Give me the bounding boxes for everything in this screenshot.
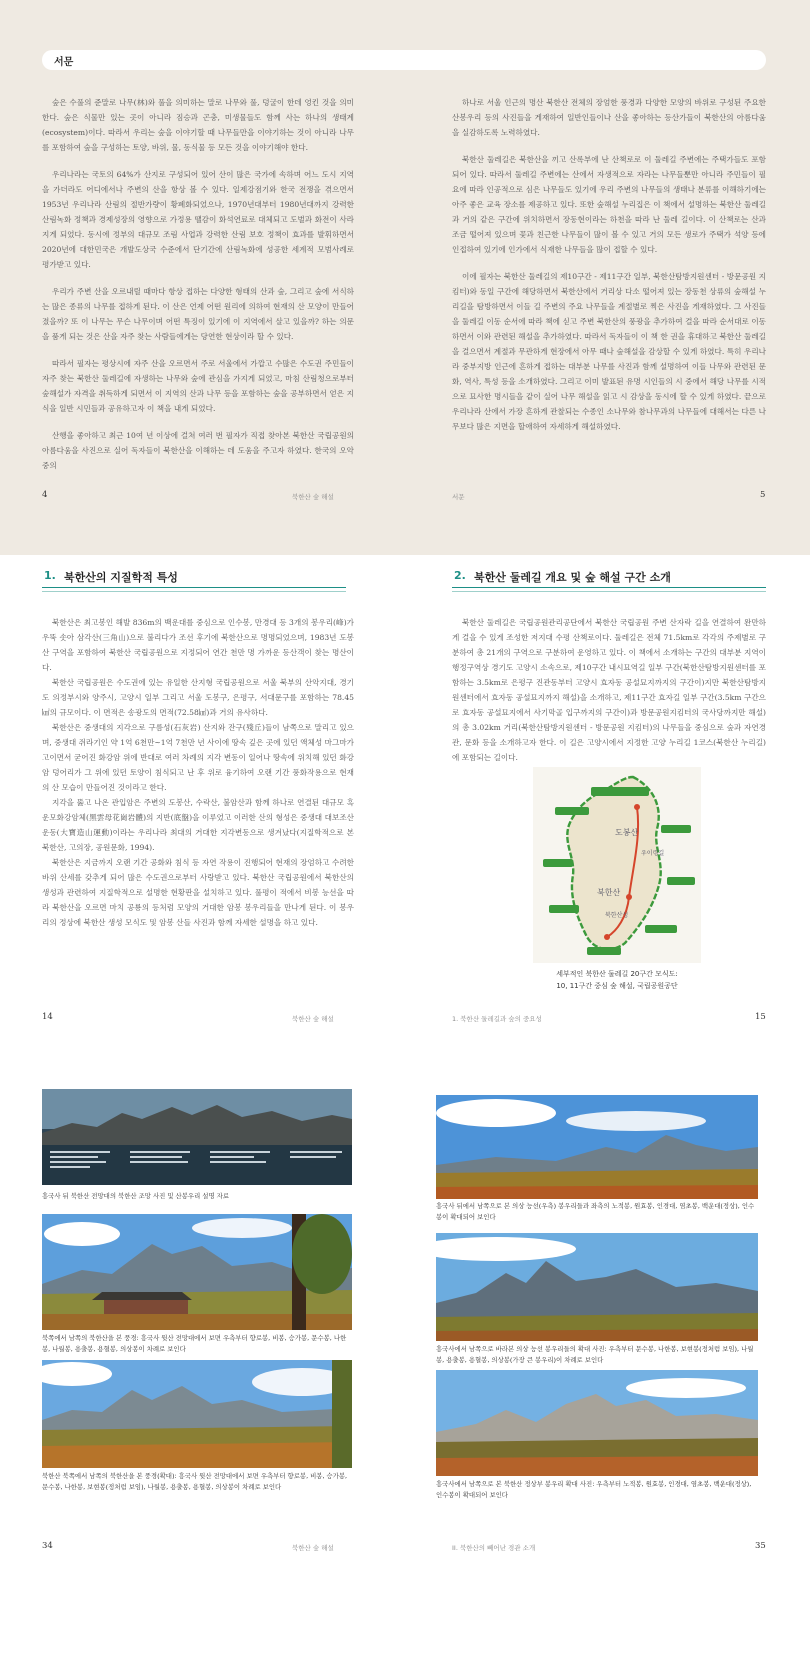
trail-label-box xyxy=(587,947,621,955)
trail-map xyxy=(533,767,701,963)
paragraph: 북한산 둘레길은 북한산을 끼고 산록부에 난 산책로로 이 둘레길 주변에는 주택가들도 포함되어 있다. 따라서 둘레길 주변에는 산에서 자생적으로 자라는 나무들뿐만 아니라 주민들이 필요에 따라 인공적으로 심은 나무들도 있기에 우리 주변의 나무들의 생태나 분류를 이해하기에는 아주 좋은 교육 장소를 제공하고 있다. 또한 숲해설 누리집은 이 책에서 설명하는 북한산 둘레길과 거의 같은 구간에 위치하면서 장동현이라는 하천을 따라 난 둘레 길이다. 이 산책로는 산과 조금 떨어져 있으며 꽃과 친근한 나무들이 많이 볼 수 있고 거의 모든 생로가 주택가 석양 등에 인접하여 있기에 인가에서 식재한 나무들을 많이 접할 수 있다. xyxy=(452,155,766,254)
photo-graphic xyxy=(436,1370,758,1476)
photo-graphic xyxy=(436,1095,758,1199)
geology-text xyxy=(42,615,354,930)
peaks-zoom-photo xyxy=(42,1360,352,1468)
paragraph: 숲은 수풀의 준말로 나무(林)와 풀을 의미하는 말로 나무와 풀, 덩굴이 한데 엉킨 것을 의미한다. 숲은 식물만 있는 곳이 아니라 짐승과 곤충, 미생물들도 함께 사는 하나의 생태계(ecosystem)이다. 따라서 우리는 숲을 이야기할 때 나무들만을 이야기하는 것이 아니라 나무를 포함하여 숲을 구성하는 토양, 바위, 물, 동식물 등 모든 것을 이야기해야 한다. xyxy=(42,98,354,152)
section-number: 2. xyxy=(454,569,466,582)
section-heading xyxy=(452,567,766,591)
preface-left-column xyxy=(42,95,354,485)
photo-graphic xyxy=(42,1360,352,1468)
photo-caption: 흥국사 뒤에서 남쪽으로 본 의상 능선(우측) 봉우리들과 좌측의 노적봉, 원효봉, 인경대, 염초봉, 백운대(정상), 인수봉이 확대되어 보인다 xyxy=(436,1202,755,1221)
paragraph: 북한산 둘레길은 국립공원관리공단에서 북한산 국립공원 주변 산자락 길을 연결하여 완만하게 걸을 수 있게 조성한 저지대 수평 산책로이다. 둘레길은 전체 71.5km로 각각의 주제별로 구분하여 총 21개의 구역으로 구분하여 운영하고 있다. 이 책에서 소개하는 구간의 대부분 지역이 행정구역상 경기도 고양시 소속으로, 제10구간 내시묘역길 일부 구간(북한산탐방지원센터를 포함하는 3.5km로 은평구 진관동부터 고양시 효자동 공설묘지까지의 구간이)지만 북한산탐방지원센터에서 효자동 공설묘지까지 해설)을 소개하고, 제11구간 효자길 일부 구간(3.5km 구간으로 효자동 공설묘지에서 사기막골 입구까지의 구간이)과 방문공원지킴터의 국사당까지만 해설)의 총 3.02km 거리(북한산탐방지원센터 - 방문공원 지킴터)의 나무들을 중심으로 숲과 자연경관, 문화 등을 소개하고자 한다. 이 길은 고양시에서 지정한 고양 누리길 1코스(북한산 누리길)에 포함되는 길이다. xyxy=(452,618,766,762)
trail-label-box xyxy=(645,925,677,933)
photo-graphic xyxy=(42,1089,352,1185)
photo-caption: 북쪽에서 남쪽의 북한산을 본 풍경: 흥국사 뒷산 전망대에서 보면 우측부터 향로봉, 비봉, 승가봉, 문수봉, 나한봉, 나월봉, 용출봉, 용혈봉, 의상봉이 차례로 보인다 xyxy=(42,1334,347,1353)
map-label: 우이령길 xyxy=(641,850,665,857)
temple-view-photo xyxy=(42,1214,352,1330)
panorama-board-photo xyxy=(42,1089,352,1185)
trail-overview-text xyxy=(452,615,766,765)
caption-line: 10, 11구간 중심 숲 해설, 국립공원공단 xyxy=(556,982,678,990)
photo-graphic xyxy=(42,1214,352,1330)
trail-label-box xyxy=(661,825,691,833)
section-heading xyxy=(42,567,346,591)
paragraph: 따라서 필자는 평상시에 자주 산을 오르면서 주로 서울에서 가깝고 수많은 수도권 주민들이 자주 찾는 북한산 둘레길에 자생하는 나무와 숲에 관심을 가지게 되었고, 마침 산림청으로부터 숲해설가 자격을 취득하게 되면서 이 지역의 산과 나무 등을 포함하는 숲을 공부하면서 얻은 지식을 일반 시민들과 공유하고자 이 책을 내게 되었다. xyxy=(42,359,354,413)
photo-spread xyxy=(0,1103,810,1662)
photo-caption: 흥국사 뒤 북한산 전망대의 북한산 조망 사진 및 산봉우리 설명 자료 xyxy=(42,1192,229,1200)
running-head: II. 북한산의 빼어난 경관 소개 xyxy=(452,1544,536,1552)
paragraph: 지각을 뚫고 나온 관입암은 주변의 도봉산, 수락산, 불암산과 함께 하나로 연결된 대규모 흑운모화강암체(黑雲母花崗岩體)의 지반(底盤)을 이루었고 이러한 산의 형성은 중생대 대보조산운동(大寶造山運動)이라는 우리나라 최대의 거대한 지각변동으로 생겨났다(지질학적으로 본 북한산, 고의장, 공원문화, 1994). xyxy=(42,798,354,852)
heading-rule xyxy=(42,587,346,588)
map-caption xyxy=(488,968,746,992)
heading-rule xyxy=(42,591,346,592)
paragraph: 이에 필자는 북한산 둘레길의 제10구간 - 제11구간 일부, 북한산탐방지원센터 - 방문공원 지킴터)와 동일 구간에 해당하면서 북한산에서 거리상 다소 떨어져 있는 장동천 상류의 숲해설 누리길을 탐방하면서 이들 길 주변의 주요 나무들을 계절별로 찍은 사진을 게재하였다. 그 사진들을 둘레길 이동 순서에 따라 책에 싣고 주변 북한산의 풍광을 추가하여 걸을 따라 순서대로 이동하면서 이와 관련된 해설을 추가하였다. 따라서 독자들이 이 책 한 권을 휴대하고 북한산 둘레길을 걸으면서 계절과 무관하게 현장에서 아무 때나 숲해설을 감상할 수 있게 하였다. 특히 우리나라 중부지방 인근에 흔하게 접하는 대부분 나무를 사진과 함께 설명하여 이들 나무와 관련된 문화, 역사, 특성 등을 소개하였다. 그리고 이미 발표된 유명 시인들의 시 중에서 해당 나무를 시적으로 묘사한 명시들을 같이 실어 나무 해설을 읽고 시 감상을 동시에 할 수 있게 하였다. 끝으로 우리나라 산에서 가장 흔하게 관찰되는 수종인 소나무와 참나무과의 나무들에 대해서는 다른 나무보다 많은 지면을 할애하여 자세하게 해설하였다. xyxy=(452,272,766,431)
paragraph: 북한산 국립공원은 수도권에 있는 유일한 산지형 국립공원으로 서울 북부의 산악지대, 경기도 의정부시와 양주시, 고양시 일부 그리고 서울 도봉구, 은평구, 서대문구를 포함하는 78.45㎢의 규모이다. 이 면적은 송광도의 면적(72.58㎢)과 거의 유사하다. xyxy=(42,678,354,717)
paragraph: 우리나라는 국토의 64%가 산지로 구성되어 있어 산이 많은 국가에 속하며 어느 도시 지역을 가더라도 어디에서나 주변의 산을 항상 볼 수 있다. 일제강점기와 한국 전쟁을 겪으면서 1953년 우리나라 산림의 절반가량이 황폐화되었으나, 1970년대부터 1980년대까지 강력한 산림녹화 정책과 경제성장의 영향으로 가정용 땔감이 화석연료로 대체되고 도벌과 화전이 사라지게 되었다. 동시에 정부의 대규모 조림 사업과 강력한 산림 보호 정책이 효과를 발휘하면서 2020년에 대한민국은 개발도상국 수준에서 단기간에 산림녹화에 성공한 세계적 모범사례로 평가받고 있다. xyxy=(42,170,354,269)
section-pill xyxy=(42,50,766,70)
photo-caption: 흥국사에서 남쪽으로 본 북한산 정상부 봉우리 확대 사진: 우측부터 노적봉, 원효봉, 인경대, 염초봉, 백운대(정상), 인수봉이 확대되어 보인다 xyxy=(436,1480,752,1499)
map-label: 북한산 xyxy=(597,888,621,897)
page-number: 34 xyxy=(42,1541,53,1551)
section-title: 북한산의 지질학적 특성 xyxy=(64,571,178,584)
running-head: 1. 북한산 둘레길과 숲의 중요성 xyxy=(452,1015,542,1023)
page-number: 5 xyxy=(760,490,766,500)
route-node xyxy=(626,894,632,900)
paragraph: 북한산은 지금까지 오랜 기간 공화와 침식 등 자연 작용이 진행되어 현재의 장엄하고 수려한 바위 산세를 갖추게 되어 많은 수도권으로부터 사랑받고 있다. 북한산 국립공원에서 북한산의 생성과 관련하여 지질학적으로 설명한 현황판을 설치하고 있다. 풀평이 적에서 비봉 능선을 따라 북한산을 오르면 마치 공룡의 등처럼 모양의 거대한 암봉 봉우리들을 만나게 된다. 이 봉우리의 정상에 북한산 생성 모식도 및 암봉 산들 사진과 함께 자세한 설명을 하고 있다. xyxy=(42,858,354,927)
running-head: 북한산 숲 해설 xyxy=(292,1544,334,1552)
paragraph: 우리가 주변 산을 오르내릴 때마다 항상 접하는 다양한 형태의 산과 숲, 그리고 숲에 서식하는 많은 종류의 나무를 접하게 된다. 이 산은 언제 어떤 원리에 의하여 현재의 산 모양이 만들어졌을까? 또 이 나무는 무슨 나무이며 어떤 특징이 있기에 이 지역에서 살고 있을까? 하는 의문을 품게 되는 것은 산을 자주 찾는 사람들에게는 당연한 현상이라 할 수 있다. xyxy=(42,287,354,341)
map-label: 북한산성 xyxy=(605,912,629,919)
page-number: 4 xyxy=(42,490,48,500)
route-node xyxy=(604,934,610,940)
paragraph: 북한산은 중생대의 지각으로 구름성(石灰岩) 산지와 잔구(殘丘)들이 남쪽으로 말리고 있으며, 중생대 쥐라기인 약 1억 6천만~1억 7천만 년 사이에 땅속 깊은 곳에 있던 액체성 마그마가 고이면서 굳어진 화강암 위에 반대로 여러 차례의 지각 변동이 일어나 땅속에 위치해 있던 화강암 덩어리가 그 위에 있던 토양이 침식되고 난 후 위로 융기하여 오랜 기간 풍화작용으로 현재의 산 모습이 만들어진 것이라고 한다. xyxy=(42,723,354,792)
trail-map-graphic xyxy=(533,767,701,963)
trail-label-box xyxy=(543,859,573,867)
trail-label-box xyxy=(549,905,579,913)
photo-graphic xyxy=(436,1233,758,1341)
trail-label-box xyxy=(591,787,649,796)
paragraph: 북한산은 최고봉인 해발 836m의 백운대를 중심으로 인수봉, 만경대 등 3개의 봉우리(峰)가 우뚝 솟아 삼각산(三角山)으로 불리다가 조선 후기에 북한산으로 명명되었으며, 1983년 도봉산 구역을 포함하여 북한산 국립공원으로 지정되어 연간 천만 명 가까운 등산객이 찾는 명산이다. xyxy=(42,618,354,672)
preface-right-column xyxy=(452,95,766,446)
section-title: 북한산 둘레길 개요 및 숲 해설 구간 소개 xyxy=(474,571,671,584)
page-number: 14 xyxy=(42,1012,53,1022)
running-head: 서문 xyxy=(452,493,465,501)
page-number: 35 xyxy=(755,1541,766,1551)
photo-caption: 북한산 북쪽에서 남쪽의 북한산을 본 풍경(확대): 흥국사 뒷산 전망대에서 보면 우측부터 향로봉, 비봉, 승가봉, 문수봉, 나한봉, 보현봉(정처럼 보임), 나월봉, 용출봉, 용혈봉, 의상봉이 차례로 보인다 xyxy=(42,1472,348,1491)
map-label: 도봉산 xyxy=(615,828,639,837)
heading-rule xyxy=(452,591,766,592)
summit-peaks-photo xyxy=(436,1370,758,1476)
preface-spread xyxy=(0,0,810,555)
section-number: 1. xyxy=(44,569,56,582)
section-label: 서문 xyxy=(54,57,74,68)
running-head: 북한산 숲 해설 xyxy=(292,1015,334,1023)
trail-label-box xyxy=(555,807,589,815)
route-node xyxy=(634,804,640,810)
heading-rule xyxy=(452,587,766,588)
paragraph: 하나로 서울 인근의 명산 북한산 전체의 장엄한 풍경과 다양한 모양의 바위로 구성된 주요한 산봉우리 등의 사진들을 게재하여 일반인들이나 산을 좋아하는 등산가들이 북한산의 아름다움을 실감하도록 노력하였다. xyxy=(452,98,766,137)
ridge-panorama-photo xyxy=(436,1095,758,1199)
uisang-ridge-photo xyxy=(436,1233,758,1341)
paragraph: 산행을 좋아하고 최근 10여 년 이상에 걸쳐 여러 번 필자가 직접 찾아본 북한산 국립공원의 아름다움을 사진으로 실어 독자들이 북한산을 이해하는 데 도움을 주고자 하였다. 한국의 오악 중의 xyxy=(42,431,354,470)
caption-line: 세부적인 북한산 둘레길 20구간 모식도: xyxy=(556,970,678,978)
photo-caption: 흥국사에서 남쪽으로 바라본 의상 능선 봉우리들의 확대 사진: 우측부터 문수봉, 나한봉, 보현봉(정처럼 보임), 나월봉, 용출봉, 용혈봉, 의상봉(가장 큰 봉우리)이 차례로 보인다 xyxy=(436,1345,754,1364)
running-head: 북한산 숲 해설 xyxy=(292,493,334,501)
chapter-spread xyxy=(0,555,810,1103)
page-number: 15 xyxy=(755,1012,766,1022)
trail-label-box xyxy=(667,877,695,885)
